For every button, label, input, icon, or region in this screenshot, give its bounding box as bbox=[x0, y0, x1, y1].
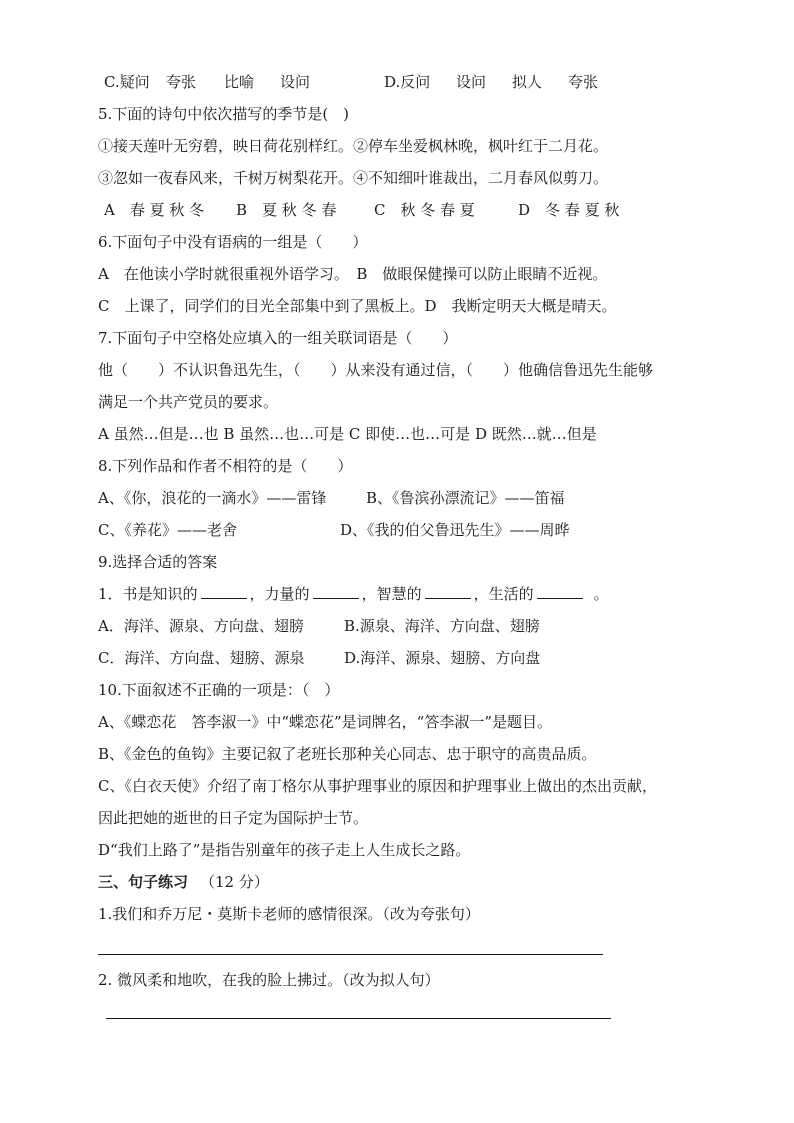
section-score: （12 分） bbox=[200, 873, 269, 891]
q7-options: A 虽然…但是…也 B 虽然…也…可是 C 即使…也…可是 D 既然…就…但是 bbox=[98, 425, 597, 443]
section-3-q2: 2. 微风柔和地吹，在我的脸上拂过。（改为拟人句） bbox=[98, 971, 440, 989]
q5-poem-line-2: ③忽如一夜春风来，千树万树梨花开。④不知细叶谁裁出，二月春风似剪刀。 bbox=[98, 169, 609, 187]
answer-line-1[interactable] bbox=[98, 954, 603, 955]
q9-fill-in-sentence: 1．书是知识的 ，力量的 ，智慧的 ，生活的 。 bbox=[98, 585, 609, 603]
answer-blank-4[interactable] bbox=[537, 584, 583, 599]
q10-question: 10.下面叙述不正确的一项是：（ ） bbox=[98, 681, 340, 699]
q5-poem-line-1: ①接天莲叶无穷碧，映日荷花别样红。②停车坐爱枫林晚，枫叶红于二月花。 bbox=[98, 137, 609, 155]
q5-options: A 春 夏 秋 冬 B 夏 秋 冬 春 C 秋 冬 春 夏 D 冬 春 夏 秋 bbox=[104, 201, 620, 219]
q9-options-cd: C．海洋、方向盘、翅膀、源泉 D.海洋、源泉、翅膀、方向盘 bbox=[98, 649, 541, 667]
q10-option-a: A、《蝶恋花 答李淑一》中“蝶恋花”是词牌名，“答李淑一”是题目。 bbox=[98, 713, 553, 731]
answer-blank-2[interactable] bbox=[313, 584, 359, 599]
q7-question: 7.下面句子中空格处应填入的一组关联词语是（ ） bbox=[98, 329, 458, 347]
q10-option-c-line-1: C、《白衣天使》介绍了南丁格尔从事护理事业的原因和护理事业上做出的杰出贡献， bbox=[98, 777, 657, 795]
section-3-q1: 1.我们和乔万尼・莫斯卡老师的感情很深。（改为夸张句） bbox=[98, 905, 480, 923]
answer-line-2[interactable] bbox=[106, 1018, 611, 1019]
section-title: 三、句子练习 bbox=[98, 873, 189, 891]
q8-options-cd: C、《养花》——老舍 D、《我的伯父鲁迅先生》——周晔 bbox=[98, 521, 570, 539]
q7-sentence-line-1: 他（ ）不认识鲁迅先生，（ ）从来没有通过信，（ ）他确信鲁迅先生能够 bbox=[98, 361, 654, 379]
q4-options-cd: C.疑问 夸张 比喻 设问 D.反问 设问 拟人 夸张 bbox=[104, 73, 599, 91]
q10-option-b: B、《金色的鱼钩》主要记叙了老班长那种关心同志、忠于职守的高贵品质。 bbox=[98, 745, 597, 763]
answer-blank-1[interactable] bbox=[201, 584, 247, 599]
q6-options-ab: A 在他读小学时就很重视外语学习。 B 做眼保健操可以防止眼睛不近视。 bbox=[98, 265, 608, 283]
answer-blank-3[interactable] bbox=[425, 584, 471, 599]
q10-option-d: D“我们上路了”是指告别童年的孩子走上人生成长之路。 bbox=[98, 841, 471, 859]
q6-options-cd: C 上课了，同学们的目光全部集中到了黑板上。D 我断定明天大概是晴天。 bbox=[98, 297, 617, 315]
q8-options-ab: A、《你，浪花的一滴水》——雷锋 B、《鲁滨孙漂流记》——笛福 bbox=[98, 489, 565, 507]
q6-question: 6.下面句子中没有语病的一组是（ ） bbox=[98, 233, 368, 251]
q9-options-ab: A．海洋、源泉、方向盘、翅膀 B.源泉、海洋、方向盘、翅膀 bbox=[98, 617, 540, 635]
section-3-heading bbox=[98, 872, 269, 892]
q9-question: 9.选择合适的答案 bbox=[98, 553, 218, 571]
q7-sentence-line-2: 满足一个共产党员的要求。 bbox=[98, 393, 279, 411]
q5-question: 5.下面的诗句中依次描写的季节是( ) bbox=[98, 105, 350, 123]
q10-option-c-line-2: 因此把她的逝世的日子定为国际护士节。 bbox=[98, 809, 369, 827]
q8-question: 8.下列作品和作者不相符的是（ ） bbox=[98, 457, 353, 475]
